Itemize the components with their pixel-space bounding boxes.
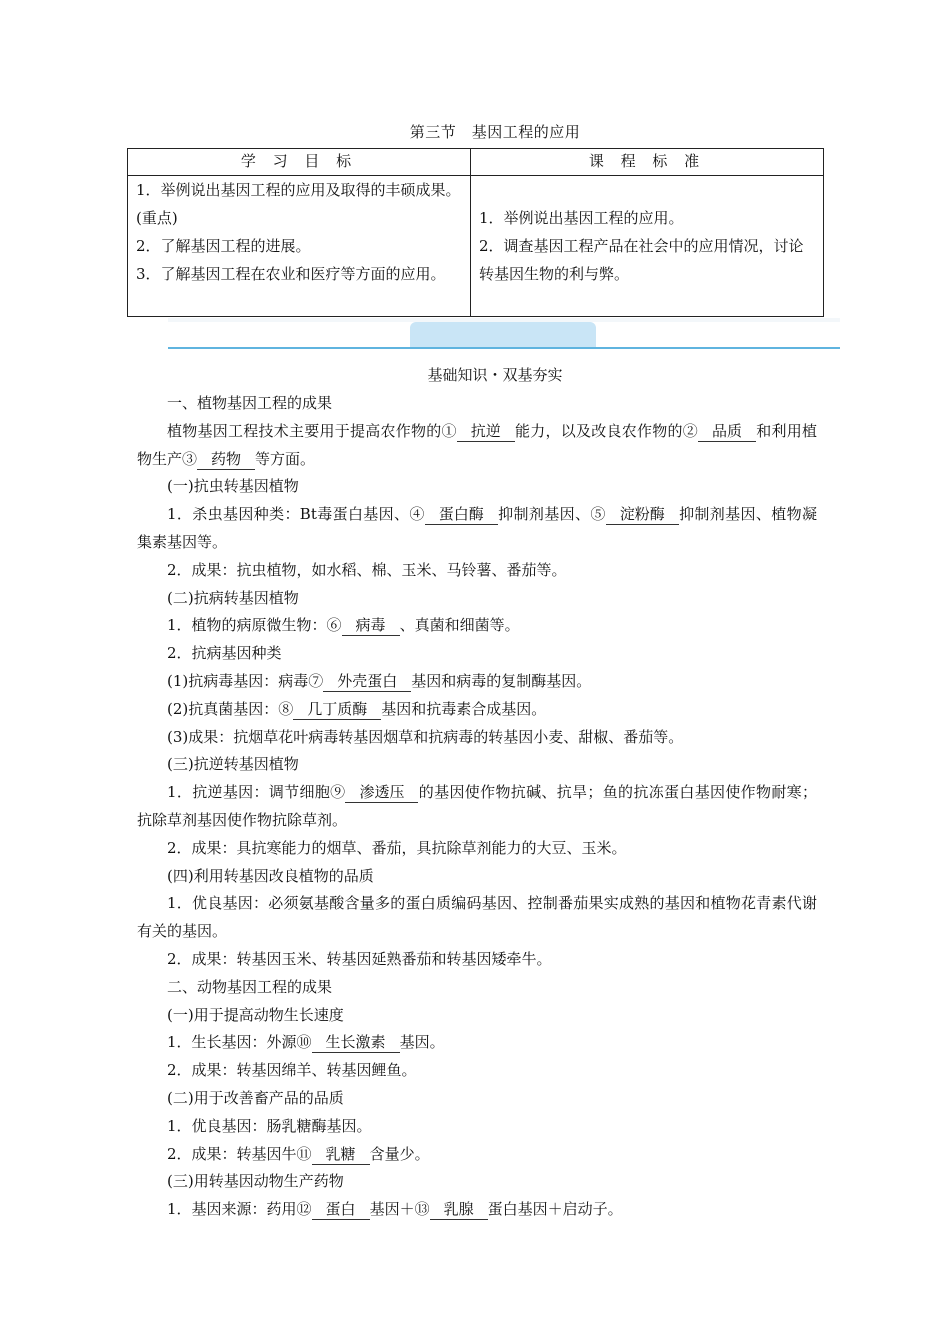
paragraph: 2．成果：转基因牛⑪ 乳糖 含量少。	[167, 1144, 430, 1163]
blank-answer: 几丁质酶	[293, 700, 381, 720]
goals-header-left: 学 习 目 标	[128, 149, 471, 176]
heading-animal: 二、动物基因工程的成果	[167, 977, 333, 996]
paragraph: 1．杀虫基因种类：Bt毒蛋白基因、④ 蛋白酶 抑制剂基因、⑤ 淀粉酶 抑制剂基因、植物凝集素基因等。	[137, 505, 817, 551]
paragraph: (1)抗病毒基因：病毒⑦ 外壳蛋白 基因和病毒的复制酶基因。	[167, 671, 592, 690]
paragraph: 1．优良基因：肠乳糖酶基因。	[167, 1116, 372, 1135]
paragraph: (2)抗真菌基因：⑧ 几丁质酶 基因和抗毒素合成基因。	[167, 699, 547, 718]
goals-right-cell	[471, 176, 824, 317]
blank-answer: 药物	[197, 450, 255, 470]
goals-table	[127, 148, 824, 317]
subheading: (四)利用转基因改良植物的品质	[167, 866, 374, 885]
goals-left-cell	[128, 176, 471, 317]
blank-answer: 蛋白酶	[425, 505, 498, 525]
subheading: (一)抗虫转基因植物	[167, 477, 299, 496]
paragraph: 1．基因来源：药用⑫ 蛋白 基因＋⑬ 乳腺 蛋白基因＋启动子。	[167, 1200, 623, 1219]
standard-item: 1．举例说出基因工程的应用。	[479, 209, 684, 227]
paragraph: 1．生长基因：外源⑩ 生长激素 基因。	[167, 1033, 445, 1052]
blank-answer: 品质	[698, 422, 756, 442]
paragraph: 2．抗病基因种类	[167, 644, 282, 663]
section-heading: 基础知识・双基夯实	[427, 366, 563, 384]
section-banner-tab	[410, 322, 596, 348]
goal-item: 1．举例说出基因工程的应用及取得的丰硕成果。(重点)	[136, 181, 461, 227]
paragraph: 2．成果：抗虫植物，如水稻、棉、玉米、马铃薯、番茄等。	[167, 560, 567, 579]
goal-item: 3．了解基因工程在农业和医疗等方面的应用。	[136, 265, 446, 283]
blank-answer: 乳腺	[430, 1200, 488, 1220]
paragraph: 2．成果：转基因绵羊、转基因鲤鱼。	[167, 1061, 417, 1080]
paragraph: (3)成果：抗烟草花叶病毒转基因烟草和抗病毒的转基因小麦、甜椒、番茄等。	[167, 727, 684, 746]
paragraph: 1．优良基因：必须氨基酸含量多的蛋白质编码基因、控制番茄果实成熟的基因和植物花青素代谢有关的基因。	[137, 894, 817, 941]
paragraph: 1．植物的病原微生物：⑥ 病毒 、真菌和细菌等。	[167, 616, 520, 635]
blank-answer: 生长激素	[312, 1033, 400, 1053]
goal-item: 2．了解基因工程的进展。	[136, 237, 311, 255]
paragraph: 2．成果：具抗寒能力的烟草、番茄，具抗除草剂能力的大豆、玉米。	[167, 838, 627, 857]
paragraph: 1．抗逆基因：调节细胞⑨ 渗透压 的基因使作物抗碱、抗旱；鱼的抗冻蛋白基因使作物耐寒；抗除草剂基因使作物抗除草剂。	[137, 783, 817, 829]
blank-answer: 抗逆	[457, 422, 515, 442]
document-body	[137, 390, 817, 1224]
subheading: (二)用于改善畜产品的品质	[167, 1088, 344, 1107]
paragraph: 2．成果：转基因玉米、转基因延熟番茄和转基因矮牵牛。	[167, 949, 552, 968]
blank-answer: 病毒	[342, 616, 400, 636]
page-title: 第三节 基因工程的应用	[409, 123, 581, 141]
paragraph-intro: 植物基因工程技术主要用于提高农作物的① 抗逆 能力，以及改良农作物的② 品质 和利用植物生产③ 药物 等方面。	[137, 421, 817, 468]
blank-answer: 淀粉酶	[606, 505, 679, 525]
standard-item: 2．调查基因工程产品在社会中的应用情况，讨论转基因生物的利与弊。	[479, 237, 804, 283]
goals-header-right: 课 程 标 准	[471, 149, 824, 176]
section-divider	[168, 347, 840, 349]
blank-answer: 蛋白	[312, 1200, 370, 1220]
subheading: (二)抗病转基因植物	[167, 588, 299, 607]
subheading: (三)抗逆转基因植物	[167, 755, 299, 774]
blank-answer: 渗透压	[345, 783, 418, 803]
heading-plant: 一、植物基因工程的成果	[167, 394, 333, 412]
blank-answer: 外壳蛋白	[323, 672, 411, 692]
subheading: (三)用转基因动物生产药物	[167, 1172, 344, 1191]
subheading: (一)用于提高动物生长速度	[167, 1005, 344, 1024]
blank-answer: 乳糖	[312, 1145, 370, 1165]
